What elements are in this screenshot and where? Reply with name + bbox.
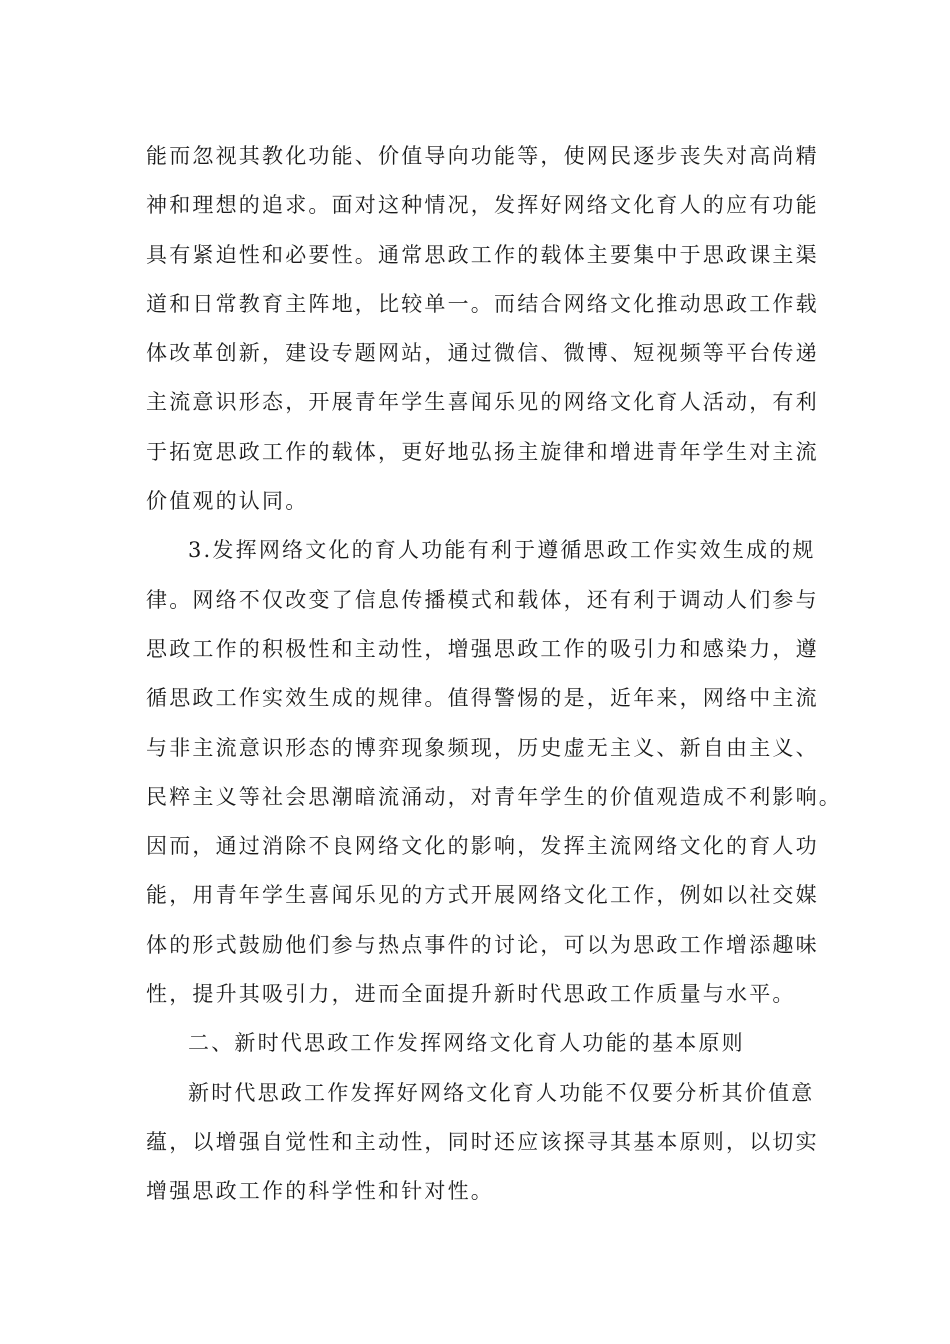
text-line: 价值观的认同。: [146, 489, 309, 514]
text-line: 于拓宽思政工作的载体，更好地弘扬主旋律和增进青年学生对主流: [146, 439, 819, 464]
text-line: 增强思政工作的科学性和针对性。: [146, 1179, 494, 1204]
text-line: 神和理想的追求。面对这种情况，发挥好网络文化育人的应有功能: [146, 193, 819, 218]
text-line: 具有紧迫性和必要性。通常思政工作的载体主要集中于思政课主渠: [146, 242, 819, 267]
text-line: 律。网络不仅改变了信息传播模式和载体，还有利于调动人们参与: [146, 587, 819, 612]
text-line: 体的形式鼓励他们参与热点事件的讨论，可以为思政工作增添趣味: [146, 932, 819, 957]
text-line: 新时代思政工作发挥好网络文化育人功能不仅要分析其价值意: [188, 1080, 815, 1105]
paragraph-intro: [146, 1069, 819, 1217]
text-line: 与非主流意识形态的博弈现象频现，历史虚无主义、新自由主义、: [146, 735, 819, 760]
document-body: [146, 132, 842, 1217]
text-line: 民粹主义等社会思潮暗流涌动，对青年学生的价值观造成不利影响。: [146, 784, 842, 809]
paragraph-point-3: [146, 526, 842, 1019]
text-line: 道和日常教育主阵地，比较单一。而结合网络文化推动思政工作载: [146, 291, 819, 316]
text-line: 循思政工作实效生成的规律。值得警惕的是，近年来，网络中主流: [146, 686, 819, 711]
text-line: 性，提升其吸引力，进而全面提升新时代思政工作质量与水平。: [146, 982, 796, 1007]
text-line: 能而忽视其教化功能、价值导向功能等，使网民逐步丧失对高尚精: [146, 144, 819, 168]
text-line: 蕴，以增强自觉性和主动性，同时还应该探寻其基本原则，以切实: [146, 1129, 819, 1154]
text-line: 体改革创新，建设专题网站，通过微信、微博、短视频等平台传递: [146, 341, 819, 366]
text-line: 思政工作的积极性和主动性，增强思政工作的吸引力和感染力，遵: [146, 636, 819, 661]
text-line: 因而，通过消除不良网络文化的影响，发挥主流网络文化的育人功: [146, 834, 819, 859]
heading-text: 二、新时代思政工作发挥网络文化育人功能的基本原则: [188, 1031, 745, 1056]
text-line: 能，用青年学生喜闻乐见的方式开展网络文化工作，例如以社交媒: [146, 883, 819, 908]
text-line: 3.发挥网络文化的育人功能有利于遵循思政工作实效生成的规: [188, 538, 816, 563]
section-heading: [146, 1019, 806, 1068]
paragraph-continuation: [146, 132, 819, 526]
text-line: 主流意识形态，开展青年学生喜闻乐见的网络文化育人活动，有利: [146, 390, 819, 415]
